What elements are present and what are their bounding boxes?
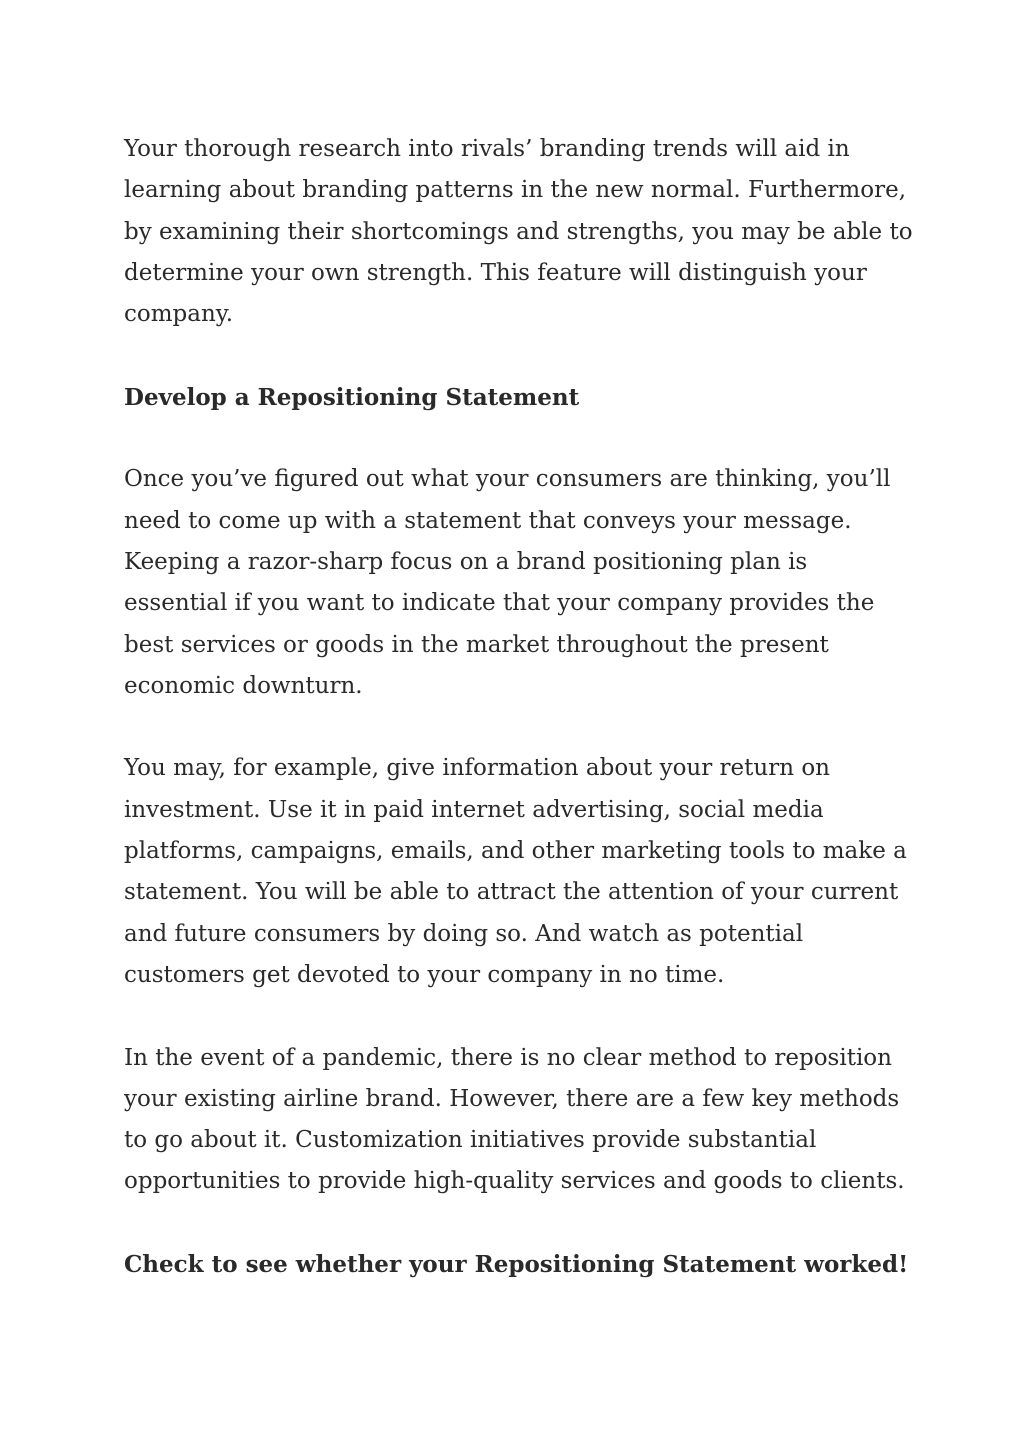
paragraph-pandemic-methods: In the event of a pandemic, there is no clear method to reposition your existing airline brand. However, there are a few key methods to go about it. Customization initiatives provide substantial opportunities to provide high-quality services and goods to clients. (124, 1044, 905, 1195)
paragraph-competitor-research: Your thorough research into rivals’ branding trends will aid in learning about branding patterns in the new normal. Furthermore, by examining their shortcomings and strengths, you may be able to determine your own strength. This feature will distinguish your company. (124, 136, 913, 328)
paragraph-roi-example: You may, for example, give information about your return on investment. Use it in paid internet advertising, social media platforms, campaigns, emails, and other marketing tools to make a statement. You will be able to attract the attention of your current and future consumers by doing so. And watch as potential customers get devoted to your company in no time. (124, 755, 907, 988)
document-body (124, 129, 914, 1327)
section-heading-repositioning-statement: Develop a Repositioning Statement (124, 383, 580, 411)
paragraph-consumer-thinking: Once you’ve figured out what your consumers are thinking, you’ll need to come up with a statement that conveys your message. Keeping a razor-sharp focus on a brand positioning plan is essential if you want to indicate that your company provides the best services or goods in the market throughout the present economic downturn. (124, 466, 891, 699)
section-heading-check-statement: Check to see whether your Repositioning Statement worked! (124, 1251, 909, 1279)
